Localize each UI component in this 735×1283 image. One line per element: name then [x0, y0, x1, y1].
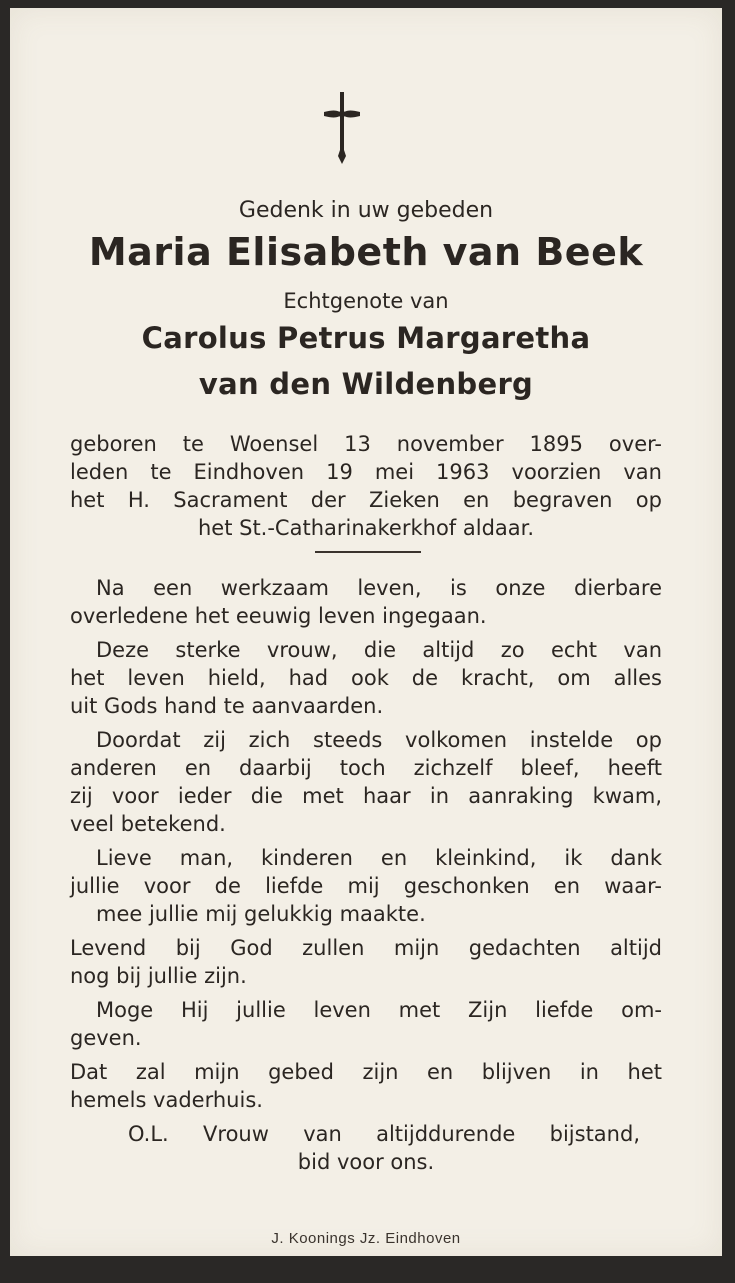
closing-line-2: bid voor ons. [297, 1150, 435, 1174]
bio-line: het H. Sacrament der Zieken en begraven op [70, 488, 662, 512]
closing-line: O.L. Vrouw van altijddurende bijstand, [128, 1122, 640, 1146]
text-line: geven. [70, 1026, 142, 1050]
text-line: Dat zal mijn gebed zijn en blijven in het [70, 1060, 662, 1084]
text-line: hemels vaderhuis. [70, 1088, 263, 1112]
memorial-card [10, 8, 722, 1256]
closing-prayer [128, 1120, 640, 1148]
text-line: mee jullie mij gelukkig maakte. [96, 902, 426, 926]
text-line: Doordat zij zich steeds volkomen instelde op [96, 728, 662, 752]
memorial-text [70, 574, 662, 1114]
bio-line: leden te Eindhoven 19 mei 1963 voorzien van [70, 460, 662, 484]
bio-line: het St.-Catharinakerkhof aldaar. [197, 516, 535, 540]
text-line: anderen en daarbij toch zichzelf bleef, heeft [70, 756, 662, 780]
text-line: overledene het eeuwig leven ingegaan. [70, 604, 487, 628]
latin-cross-icon [322, 90, 362, 166]
printer-credit: J. Koonings Jz. Eindhoven [271, 1230, 461, 1247]
text-line: zij voor ieder die met haar in aanraking kwam, [70, 784, 662, 808]
intro-text: Gedenk in uw gebeden [238, 198, 494, 223]
text-line: Deze sterke vrouw, die altijd zo echt van [96, 638, 662, 662]
biography [70, 430, 662, 542]
text-line: jullie voor de liefde mij geschonken en waar- [70, 874, 662, 898]
text-line: Moge Hij jullie leven met Zijn liefde om- [96, 998, 662, 1022]
spouse-name-line2: van den Wildenberg [198, 367, 534, 401]
text-line: Na een werkzaam leven, is onze dierbare [96, 576, 662, 600]
spouse-name-line1: Carolus Petrus Margaretha [141, 321, 591, 355]
text-line: Lieve man, kinderen en kleinkind, ik dank [96, 846, 662, 870]
divider [315, 551, 421, 553]
text-line: het leven hield, had ook de kracht, om alles [70, 666, 662, 690]
bio-line: geboren te Woensel 13 november 1895 over- [70, 432, 662, 456]
text-line: veel betekend. [70, 812, 226, 836]
text-line: uit Gods hand te aanvaarden. [70, 694, 384, 718]
text-line: Levend bij God zullen mijn gedachten altijd [70, 936, 662, 960]
text-line: nog bij jullie zijn. [70, 964, 247, 988]
deceased-name: Maria Elisabeth van Beek [88, 230, 644, 274]
spouse-label: Echtgenote van [283, 289, 449, 313]
